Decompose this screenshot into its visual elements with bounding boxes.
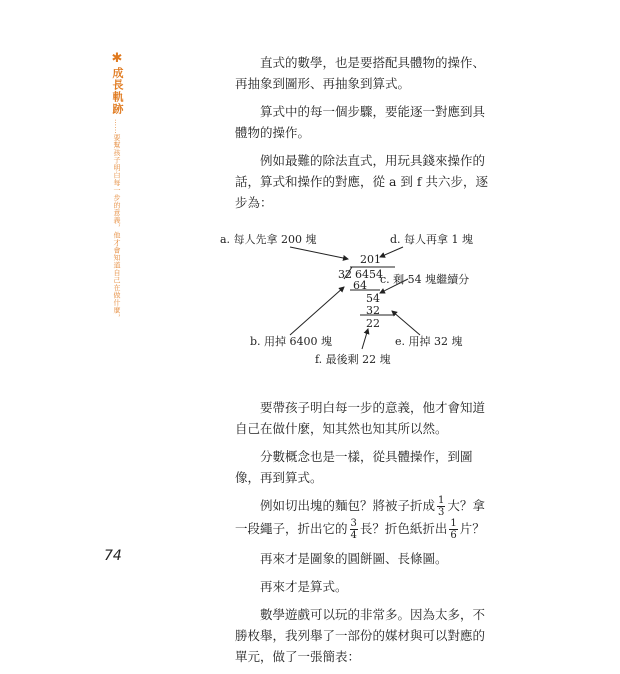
- subtract-1: 64: [353, 279, 367, 292]
- fraction-one-sixth: $\frac{1}{6}$: [450, 518, 457, 541]
- dividend: 6454: [355, 268, 383, 281]
- arrow-f: [362, 329, 368, 349]
- long-division-diagram: [220, 231, 490, 375]
- fraction-three-quarters: $\frac{3}{4}$: [350, 518, 357, 541]
- paragraph-3: 例如最難的除法直式，用玩具錢來操作的話，算式和操作的對應，從 a 到 f 共六步，逐步為：: [235, 153, 488, 210]
- chapter-title: 成長軌跡: [111, 67, 124, 115]
- step-a-label: a. 每人先拿 200 塊: [220, 233, 317, 246]
- remainder-1: 54: [366, 292, 380, 305]
- star-icon: ✱: [111, 51, 123, 66]
- step-d-label: d. 每人再拿 1 塊: [390, 233, 474, 246]
- step-c-label: c. 剩 54 塊繼續分: [380, 273, 470, 286]
- paragraph-4: 要帶孩子明白每一步的意義，他才會知道自己在做什麼，知其然也知其所以然。: [235, 400, 486, 436]
- paragraph-7: 再來才是圖象的圓餅圖、長條圖。: [260, 551, 448, 566]
- chapter-sidebar: [108, 52, 126, 322]
- paragraph-1: 直式的數學，也是要搭配具體物的操作、再抽象到圖形、再抽象到算式。: [235, 55, 486, 91]
- step-e-label: e. 用掉 32 塊: [395, 335, 463, 348]
- paragraph-9: 數學遊戲可以玩的非常多。因為太多，不勝枚舉，我列舉了一部份的媒材與可以對應的單元，做了一張簡表：: [235, 607, 486, 664]
- arrow-d: [380, 247, 403, 257]
- subtract-2: 32: [366, 304, 380, 317]
- page-body: [220, 52, 490, 674]
- paragraph-2: 算式中的每一個步驟，要能逐一對應到具體物的操作。: [235, 104, 486, 140]
- quotient: 201: [360, 253, 381, 266]
- paragraph-6: 例如切出塊的麵包？將被子折成 $\frac{1}{3}$ 大？拿一段繩子，折出它的 $\frac{3}{4}$ 長？折色紙折出 $\frac{1}{6}$ 片？: [235, 495, 485, 541]
- arrow-b: [290, 287, 344, 335]
- arrow-a: [290, 247, 348, 259]
- remainder-2: 22: [366, 317, 380, 330]
- step-f-label: f. 最後剩 22 塊: [315, 353, 391, 366]
- page-number: 74: [104, 548, 122, 564]
- arrow-e: [392, 311, 420, 335]
- step-b-label: b. 用掉 6400 塊: [250, 335, 333, 348]
- chapter-subtitle: ……要幫孩子明白每一步的意義，他才會知道自己在做什麼，: [113, 119, 121, 322]
- paragraph-5: 分數概念也是一樣，從具體操作，到圖像，再到算式。: [235, 449, 473, 485]
- fraction-one-third: $\frac{1}{3}$: [438, 495, 445, 518]
- divisor: 32: [338, 268, 352, 281]
- paragraph-8: 再來才是算式。: [260, 579, 348, 594]
